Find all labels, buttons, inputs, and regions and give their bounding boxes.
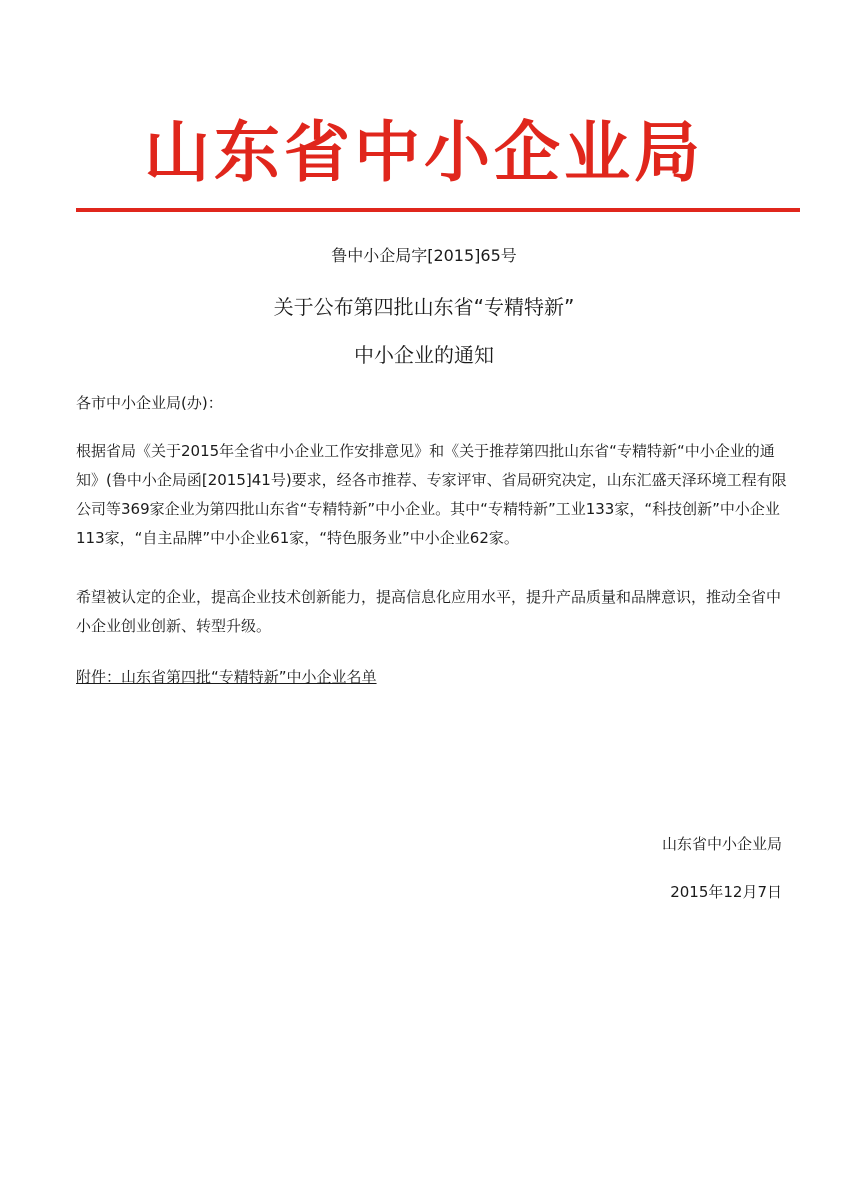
paragraph-2-text: 希望被认定的企业，提高企业技术创新能力，提高信息化应用水平，提升产品质量和品牌意识，推动全省中小企业创业创新、转型升级。	[76, 588, 782, 635]
header-org-title: 山东省中小企业局	[144, 113, 704, 191]
body-paragraph-1	[76, 437, 794, 553]
notice-title-line-2: 中小企业的通知	[354, 343, 494, 367]
notice-title-line-1: 关于公布第四批山东省“专精特新”	[273, 295, 575, 319]
salutation: 各市中小企业局(办)：	[76, 394, 223, 412]
body-paragraph-2	[76, 583, 794, 641]
header-divider	[76, 208, 800, 212]
attachment-link[interactable]: 附件：山东省第四批“专精特新”中小企业名单	[76, 668, 377, 686]
document-number: 鲁中小企局字[2015]65号	[331, 246, 517, 265]
signature-date: 2015年12月7日	[670, 883, 782, 901]
signature-organization: 山东省中小企业局	[661, 835, 782, 853]
paragraph-1-text: 根据省局《关于2015年全省中小企业工作安排意见》和《关于推荐第四批山东省“专精特新“中小企业的通知》(鲁中小企局函[2015]41号)要求，经各市推荐、专家评审、省局研究决定，山东汇盛天泽环境工程有限公司等369家企业为第四批山东省“专精特新”中小企业。其中“专精特新”工业133家，“科技创新”中小企业113家，“自主品牌”中小企业61家，“特色服务业”中小企业62家。	[76, 442, 787, 547]
